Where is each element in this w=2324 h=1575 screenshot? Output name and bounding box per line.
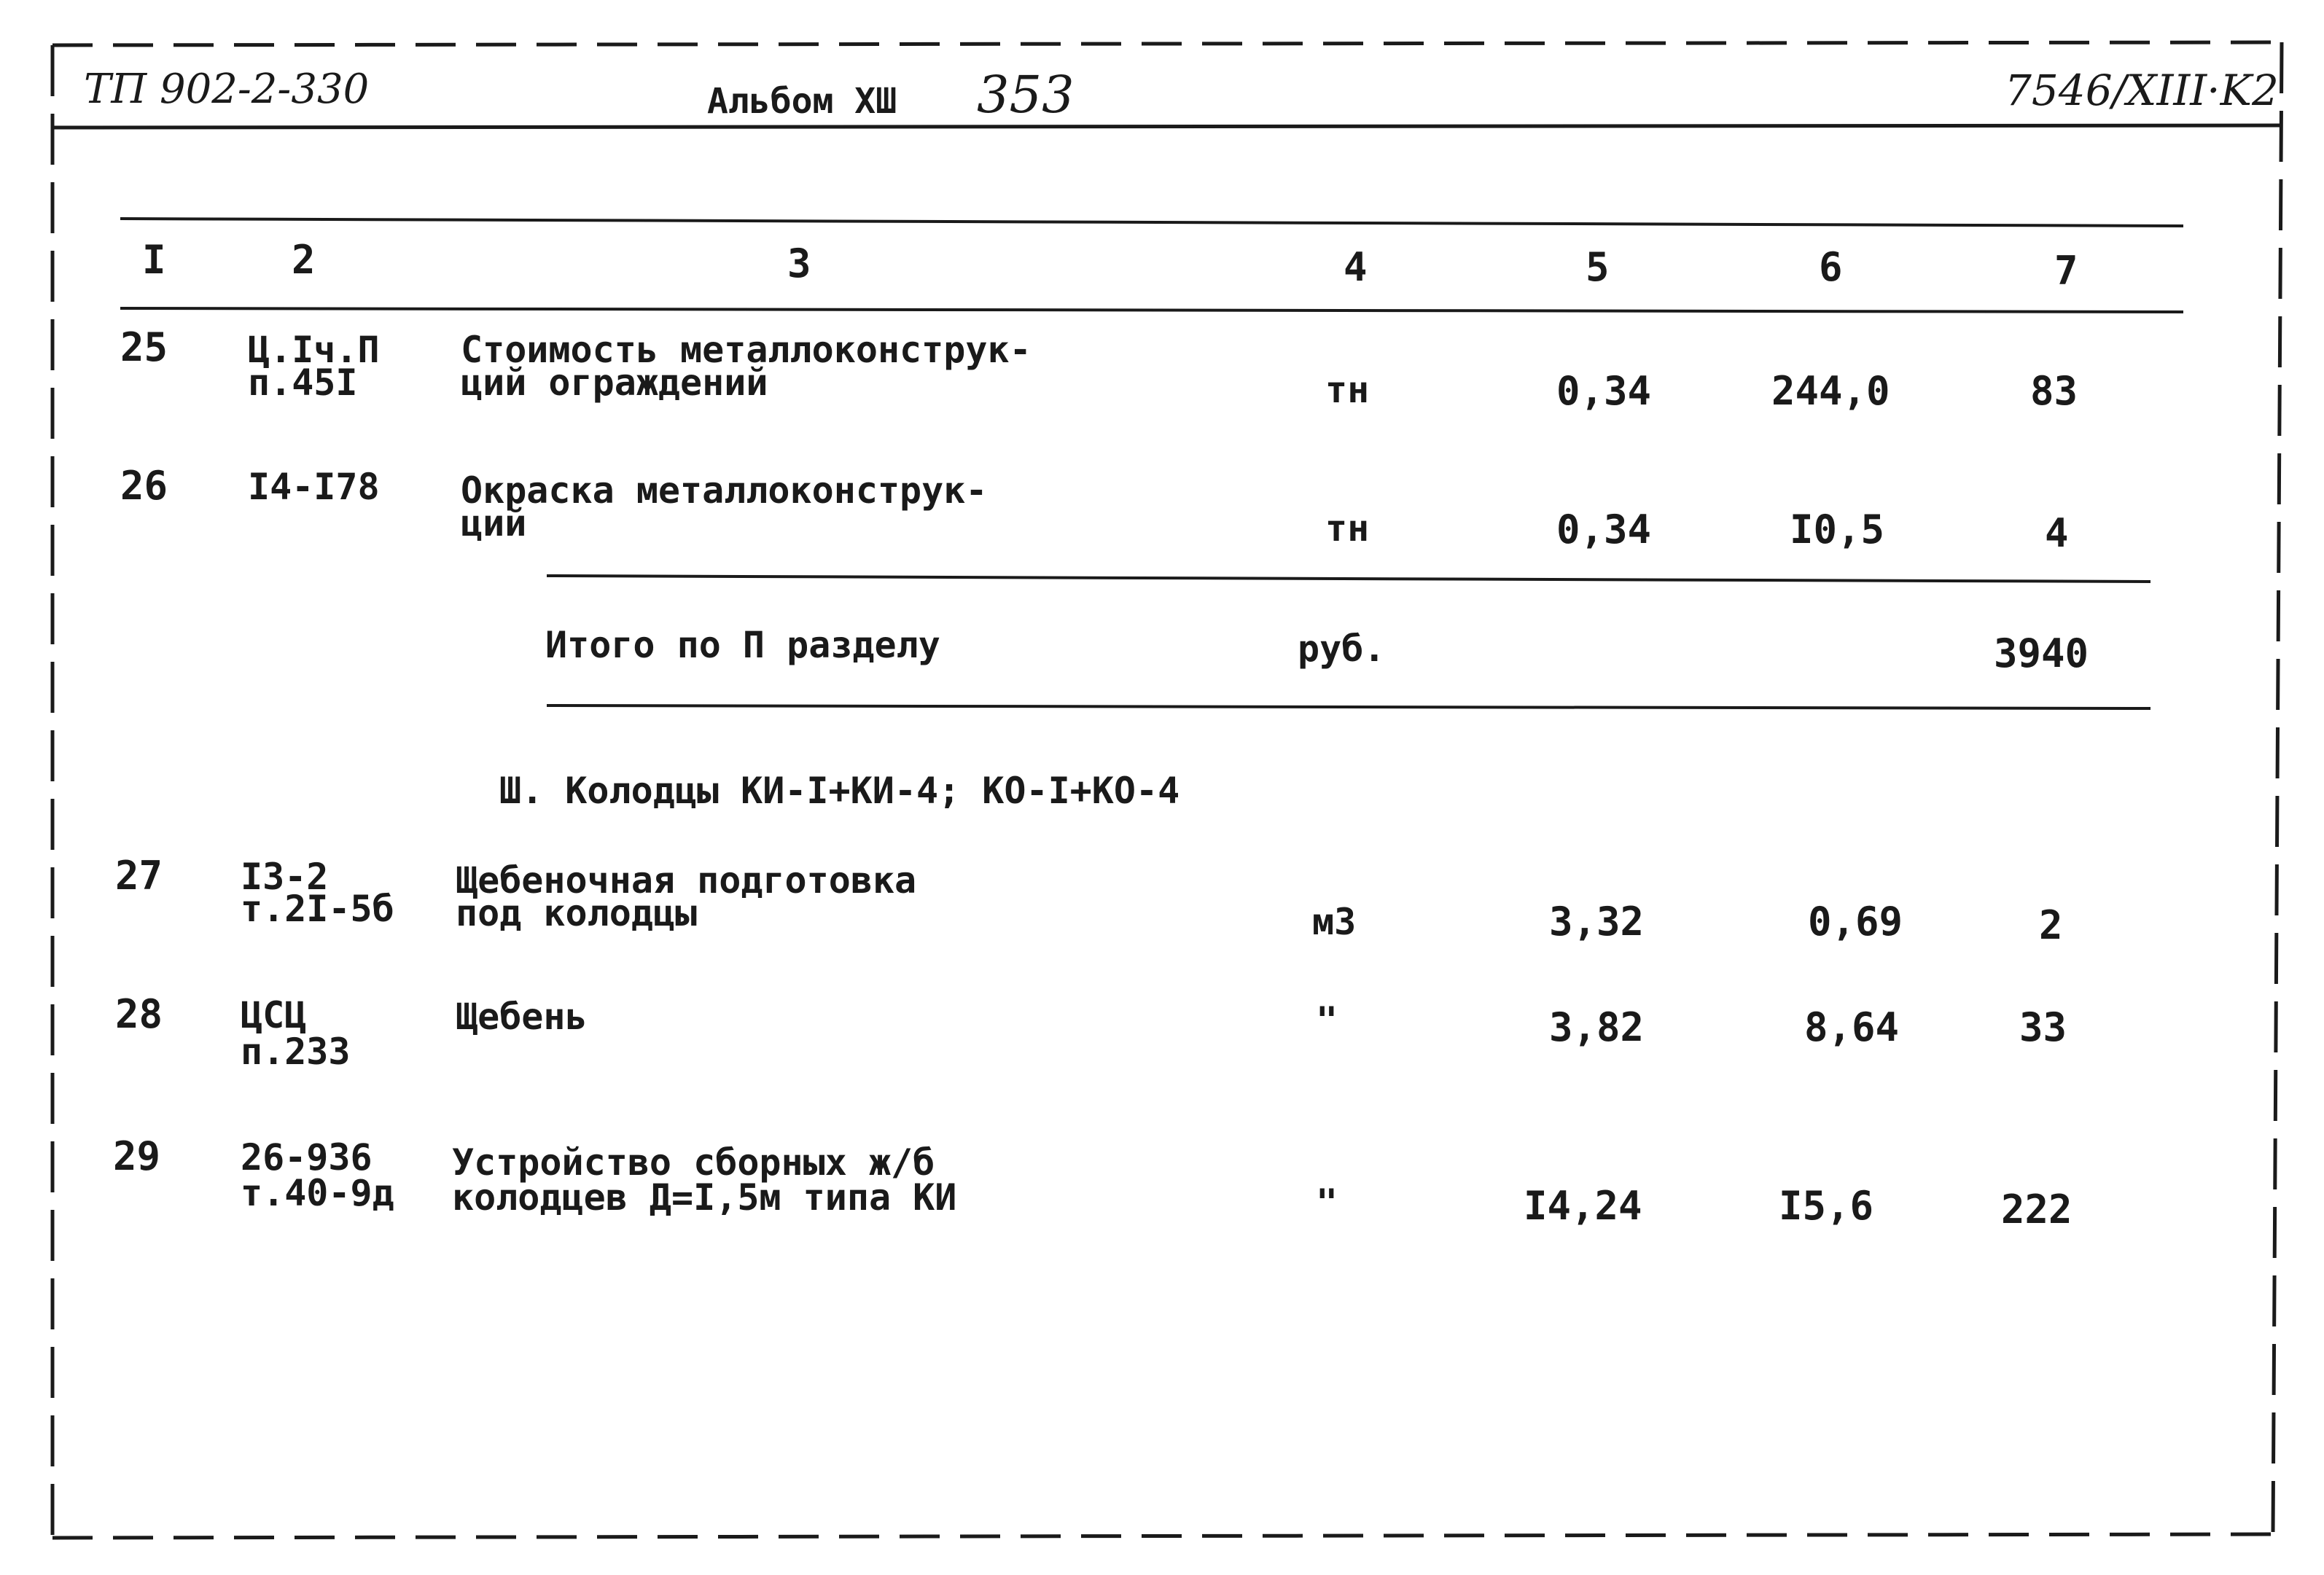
frame-right-border bbox=[2273, 42, 2282, 1534]
norm-code: Ц.Iч.П bbox=[248, 329, 380, 371]
column-header: 4 bbox=[1344, 244, 1368, 290]
row-number: 27 bbox=[115, 853, 163, 899]
row-number: 28 bbox=[115, 991, 163, 1037]
norm-code: ЦСЦ bbox=[241, 994, 307, 1036]
quantity: 0,34 bbox=[1556, 507, 1652, 552]
norm-code-sub: п.233 bbox=[241, 1031, 351, 1073]
work-description: Щебень bbox=[456, 996, 588, 1038]
work-description: Щебеночная подготовка bbox=[456, 859, 917, 902]
unit: тн bbox=[1325, 507, 1370, 550]
column-header: 7 bbox=[2054, 248, 2078, 294]
work-description-cont: колодцев Д=I,5м типа КИ bbox=[452, 1176, 957, 1219]
total-cost: 33 bbox=[2019, 1004, 2067, 1050]
frame-bottom-border bbox=[52, 1534, 2273, 1538]
column-header: I bbox=[142, 237, 166, 283]
norm-code-sub: п.45I bbox=[248, 361, 358, 404]
row-number: 26 bbox=[120, 463, 168, 509]
frame-top-border bbox=[52, 42, 2282, 45]
album-label: Альбом XШ bbox=[707, 81, 897, 122]
quantity: 0,34 bbox=[1556, 368, 1652, 414]
row-number: 25 bbox=[120, 324, 168, 370]
subtotal-total: 3940 bbox=[1994, 630, 2089, 676]
unit-price: I5,6 bbox=[1779, 1183, 1874, 1229]
unit-price: 0,69 bbox=[1808, 899, 1903, 945]
unit-price: 8,64 bbox=[1804, 1004, 1900, 1050]
norm-code-sub: т.40-9д bbox=[241, 1172, 394, 1214]
column-header: 3 bbox=[787, 241, 811, 286]
row-number: 29 bbox=[113, 1133, 161, 1179]
total-cost: 222 bbox=[2001, 1187, 2073, 1232]
doc-code: ТП 902-2-330 bbox=[84, 66, 370, 113]
subtotal-label: Итого по П разделу bbox=[545, 624, 940, 666]
subtotal-unit: руб. bbox=[1298, 628, 1386, 670]
quantity: 3,82 bbox=[1549, 1004, 1645, 1050]
work-description: Устройство сборных ж/б bbox=[452, 1141, 935, 1184]
work-description: Окраска металлоконструк- bbox=[461, 469, 988, 512]
table-top-rule bbox=[120, 219, 2183, 226]
unit: " bbox=[1316, 1181, 1338, 1224]
unit: м3 bbox=[1312, 901, 1357, 943]
quantity: 3,32 bbox=[1549, 899, 1645, 945]
quantity: I4,24 bbox=[1524, 1183, 1642, 1229]
unit: " bbox=[1316, 999, 1338, 1041]
header-separator bbox=[52, 125, 2282, 128]
norm-code: 26-936 bbox=[241, 1136, 373, 1179]
unit-price: I0,5 bbox=[1790, 507, 1885, 552]
work-description-cont: ций bbox=[461, 502, 527, 544]
table-header-rule bbox=[120, 308, 2183, 312]
column-header: 2 bbox=[292, 237, 316, 283]
work-description-cont: ций ограждений bbox=[461, 361, 768, 404]
norm-code-sub: т.2I-5б bbox=[241, 888, 394, 930]
unit: тн bbox=[1325, 369, 1370, 411]
subtotal-bottom-rule bbox=[547, 706, 2151, 708]
norm-code: I3-2 bbox=[241, 856, 329, 898]
norm-code: I4-I78 bbox=[248, 466, 380, 508]
page-number: 353 bbox=[977, 65, 1075, 125]
column-header: 5 bbox=[1586, 244, 1610, 290]
total-cost: 2 bbox=[2039, 902, 2063, 948]
work-description: Стоимость металлоконструк- bbox=[461, 329, 1032, 371]
unit-price: 244,0 bbox=[1771, 368, 1890, 414]
total-cost: 83 bbox=[2030, 368, 2078, 414]
work-description-cont: под колодцы bbox=[456, 892, 698, 934]
section-title: Ш. Колодцы КИ-I+КИ-4; КО-I+КО-4 bbox=[499, 770, 1180, 812]
subtotal-top-rule bbox=[547, 576, 2151, 582]
total-cost: 4 bbox=[2045, 510, 2069, 556]
archive-code: 7546/XIII·K2 bbox=[2005, 66, 2279, 115]
column-header: 6 bbox=[1819, 244, 1843, 290]
